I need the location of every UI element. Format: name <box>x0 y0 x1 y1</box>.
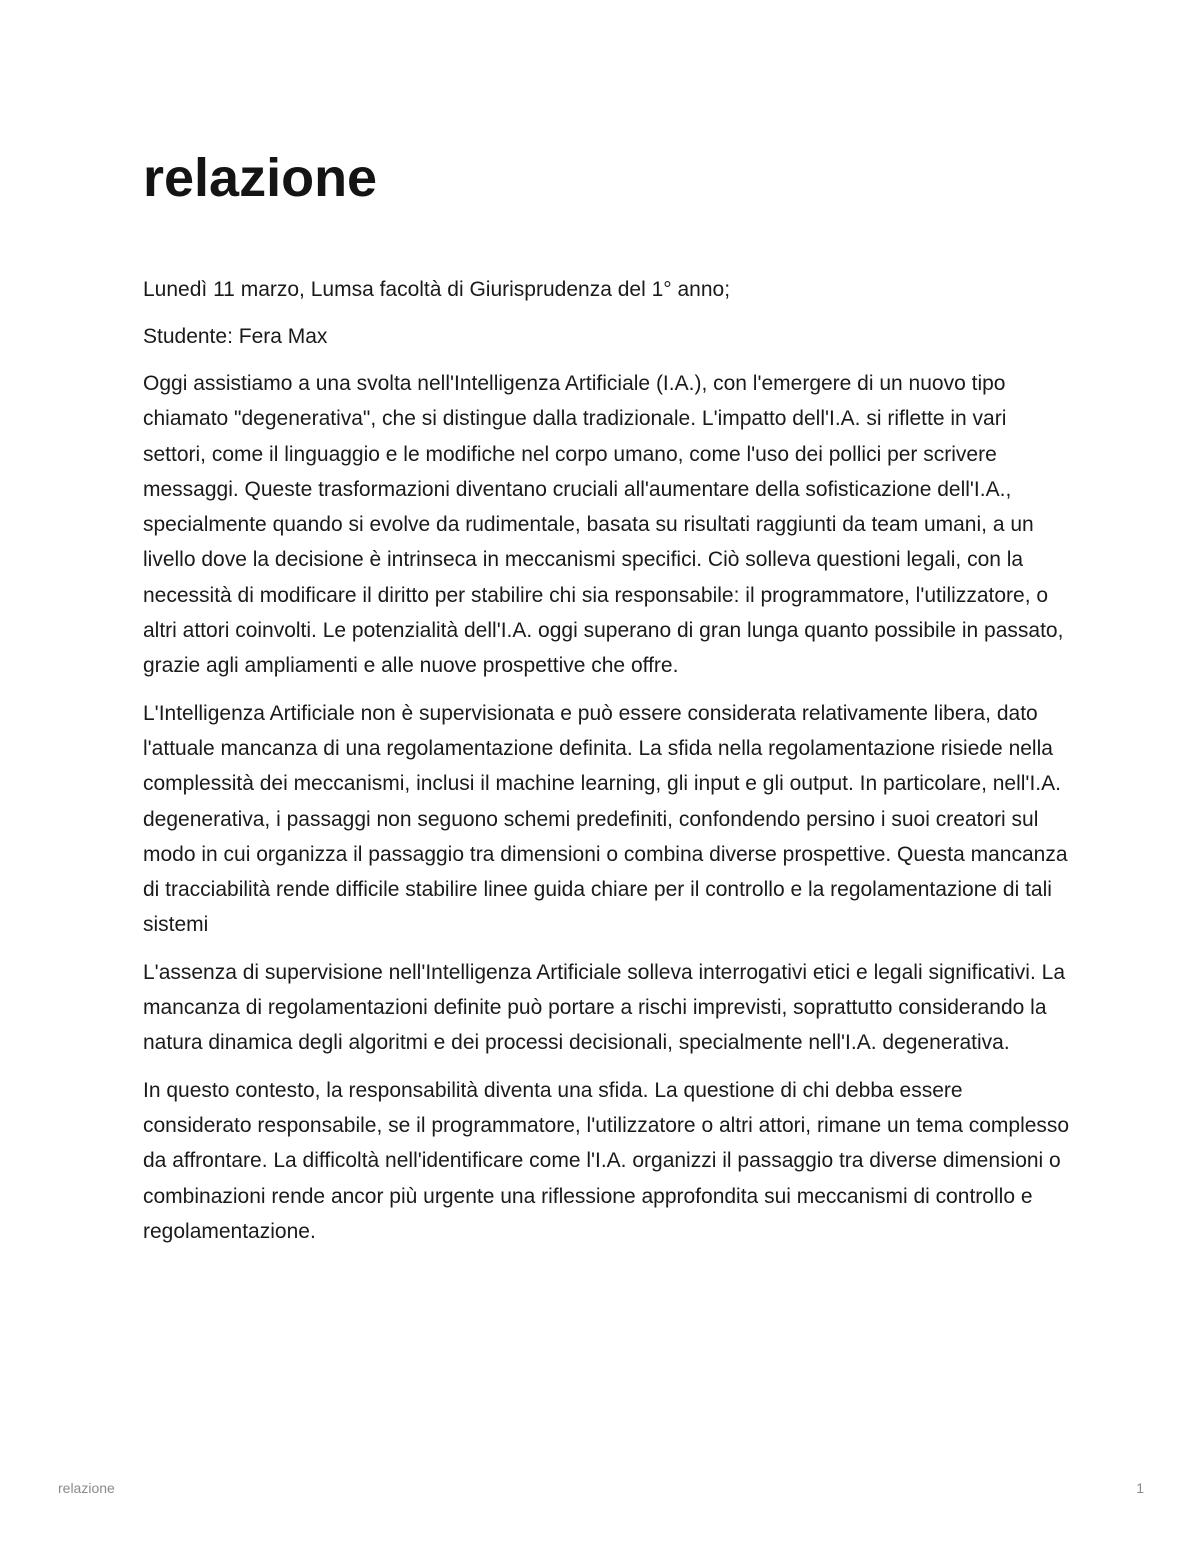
student-line: Studente: Fera Max <box>143 325 328 348</box>
paragraph: L'Intelligenza Artificiale non è supervisionata e può essere considerata relativamente libera, dato l'attuale mancanza di una regolamentazione definita. La sfida nella regolamentazione risiede nella complessità dei meccanismi, inclusi il machine learning, gli input e gli output. In particolare, nell'I.A. degenerativa, i passaggi non seguono schemi predefiniti, confondendo persino i suoi creatori sul modo in cui organizza il passaggio tra dimensioni o combina diverse prospettive. Questa mancanza di tracciabilità rende difficile stabilire linee guida chiare per il controllo e la regolamentazione di tali sistemi <box>143 701 1068 937</box>
paragraph: L'assenza di supervisione nell'Intelligenza Artificiale solleva interrogativi etici e legali significativi. La mancanza di regolamentazioni definite può portare a rischi imprevisti, soprattutto considerando la natura dinamica degli algoritmi e dei processi decisionali, specialmente nell'I.A. degenerativa. <box>143 960 1066 1055</box>
date-line: Lunedì 11 marzo, Lumsa facoltà di Giurisprudenza del 1° anno; <box>143 278 731 301</box>
paragraph: In questo contesto, la responsabilità diventa una sfida. La questione di chi debba essere considerato responsabile, se il programmatore, l'utilizzatore o altri attori, rimane un tema complesso da affrontare. La difficoltà nell'identificare come l'I.A. organizzi il passaggio tra diverse dimensioni o combinazioni rende ancor più urgente una riflessione approfondita sui meccanismi di controllo e regolamentazione. <box>143 1078 1070 1243</box>
footer-title: relazione <box>58 1480 115 1496</box>
document-body <box>143 146 1073 1261</box>
page-number: 1 <box>1136 1480 1144 1496</box>
page-title: relazione <box>143 148 378 208</box>
paragraph: Oggi assistiamo a una svolta nell'Intelligenza Artificiale (I.A.), con l'emergere di un nuovo tipo chiamato "degenerativa", che si distingue dalla tradizionale. L'impatto dell'I.A. si riflette in vari settori, come il linguaggio e le modifiche nel corpo umano, come l'uso dei pollici per scrivere messaggi. Queste trasformazioni diventano cruciali all'aumentare della sofisticazione dell'I.A., specialmente quando si evolve da rudimentale, basata su risultati raggiunti da team umani, a un livello dove la decisione è intrinseca in meccanismi specifici. Ciò solleva questioni legali, con la necessità di modificare il diritto per stabilire chi sia responsabile: il programmatore, l'utilizzatore, o altri attori coinvolti. Le potenzialità dell'I.A. oggi superano di gran lunga quanto possibile in passato, grazie agli ampliamenti e alle nuove prospettive che offre. <box>143 372 1064 678</box>
